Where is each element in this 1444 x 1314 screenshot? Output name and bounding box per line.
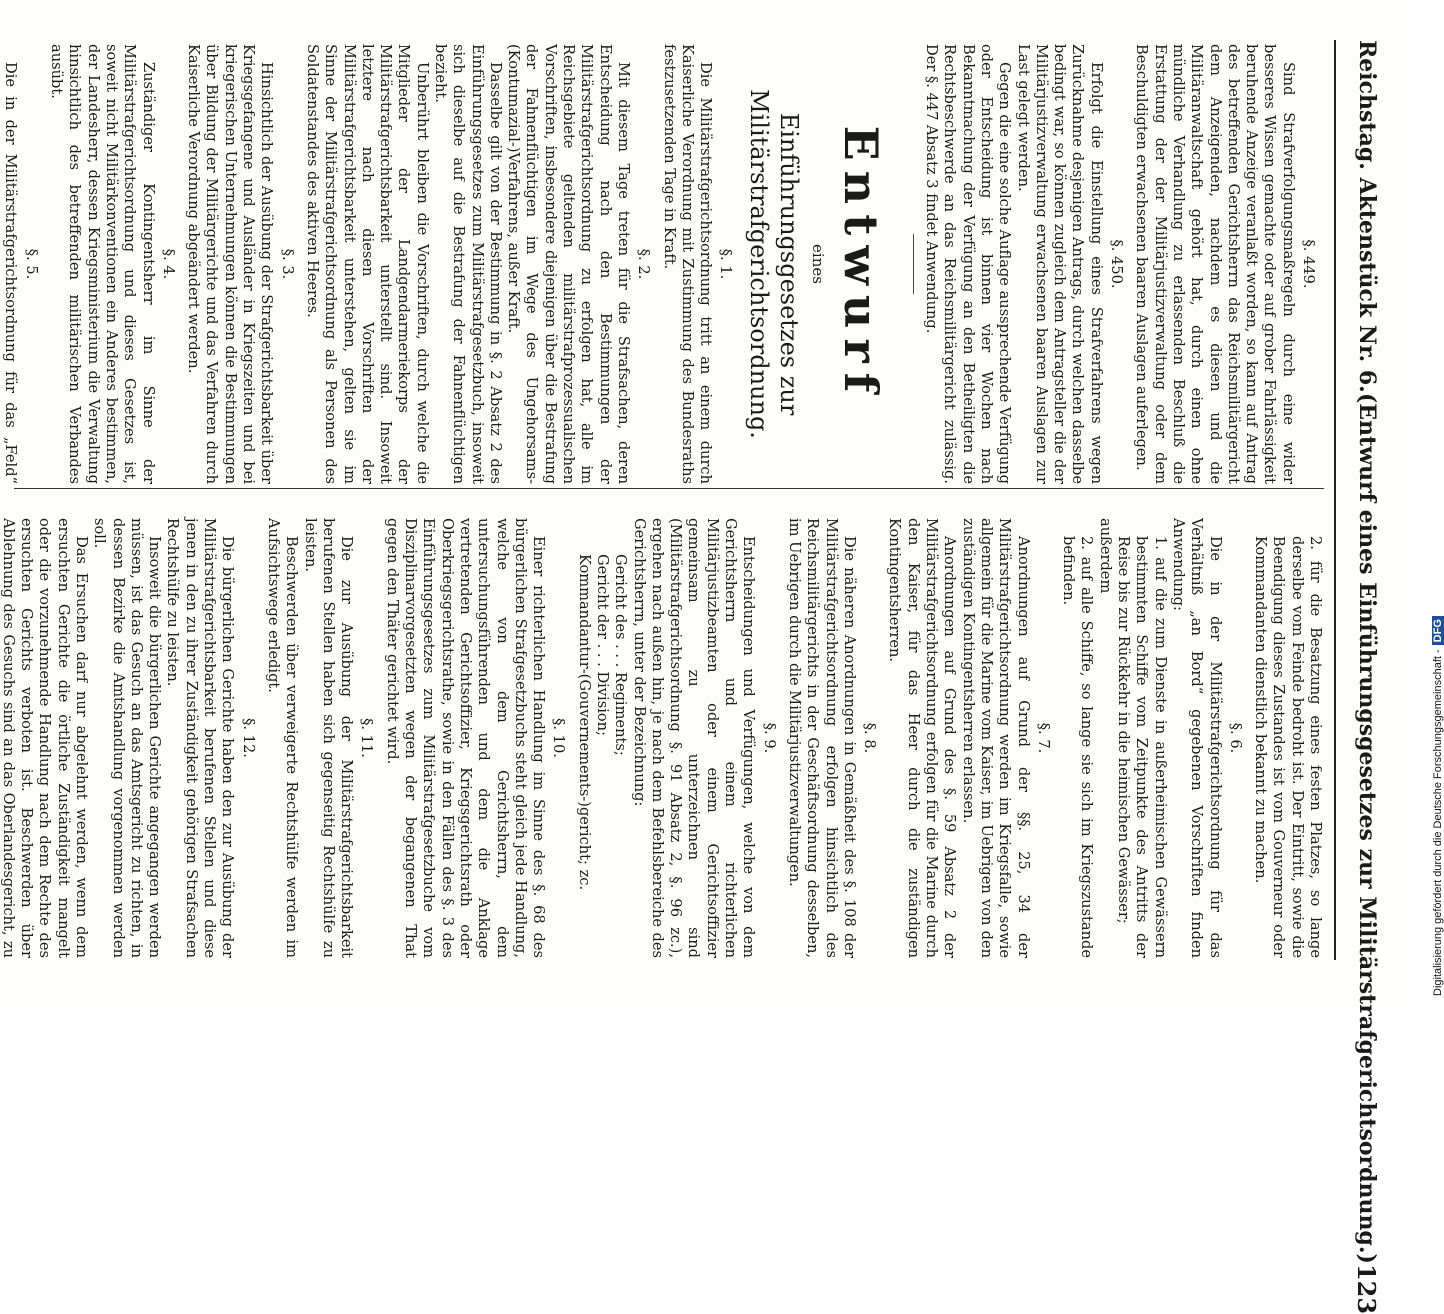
paragraph: Beschwerden über verweigerte Rechtshülfe werden im Aufsichtswege erledigt.: [264, 518, 301, 958]
paragraph: Die in der Militärstrafgerichtsordnung für das „Feld“: [2, 62, 20, 484]
section-heading: §. 5.: [22, 248, 40, 280]
section-heading: §. 2.: [635, 248, 653, 280]
section-heading: §. 9.: [760, 722, 778, 754]
section-heading: §. 3.: [278, 248, 296, 280]
paragraph: Dasselbe gilt von der Bestimmung in §. 2 Absatz 2 des Einführungsgesetzes zum Militärstrafgesetzbuch, insoweit sich dieselbe auf die Bestrafung der Fahnenflüchtigen bezieht.: [432, 44, 504, 484]
list-item: 2. für die Besatzung eines festen Platzes, so lange derselbe vom Feinde bedroht ist. Der Eintritt, sowie die Beendigung dieses Zustandes ist vom Gouverneur oder Kommandanten dienstlich bekannt zu machen.: [1252, 536, 1324, 958]
list-item: Gericht des . . . Regiments;: [612, 554, 630, 756]
paragraph: Die zur Ausübung der Militärstrafgerichtsbarkeit berufenen Stellen haben sich gegenseitig Rechtshülfe zu leisten.: [301, 518, 356, 958]
paragraph: Die näheren Anordnungen in Gemäßheit des §. 108 der Militärstrafgerichtsordnung erfolgen hinsichtlich des Reichsmilitärgerichts in der Geschäftsordnung desselben, im Uebrigen durch die Militärjustizverwaltungen.: [785, 518, 858, 958]
section-heading: §. 450.: [1108, 239, 1126, 289]
paragraph: Insoweit die bürgerlichen Gerichte angegangen werden müssen, ist das Gesuch an das Amtsgericht zu richten, in dessen Bezirke die Amtshandlung vorgenommen werden soll.: [91, 518, 164, 958]
section-heading: §. 1.: [717, 248, 735, 280]
list-item: 2. auf alle Schiffe, so lange sie sich im Kriegszustande befinden.: [1060, 536, 1096, 958]
paragraph: Hinsichtlich der Ausübung der Strafgerichtsbarkeit über Kriegsgefangene und Ausländer in Kriegszeiten und bei kriegerischen Unternehmungen können die Bestimmungen über Bildung der Militärgerichte und das Verfahren durch Kaiserliche Verordnung abgeändert werden.: [185, 44, 276, 484]
title-connector: eines: [808, 244, 827, 284]
side-margin: [1410, 0, 1434, 1000]
header-title: (Entwurf eines Einführungsgesetzes zur Militärstrafgerichtsordnung.): [1354, 392, 1380, 1264]
header-left: Reichstag. Aktenstück Nr. 6.: [1354, 40, 1380, 393]
paragraph: Die in der Militärstrafgerichtsordnung für das Verhältniß „an Bord“ gegebenen Vorschriften finden Anwendung:: [1169, 518, 1224, 958]
paragraph: Anordnungen auf Grund des §. 59 Absatz 2 der Militärstrafgerichtsordnung erfolgen für die Marine durch den Kaiser, für das Heer durch die zuständigen Kontingentsherren.: [886, 518, 959, 958]
page-number: 123: [1352, 1263, 1382, 1314]
section-heading: §. 449.: [1300, 239, 1317, 289]
paragraph: Gegen die eine solche Auflage aussprechende Verfügung oder Entscheidung ist binnen vier Wochen nach Bekanntmachung der Verfügung an den Betheiligten die Rechtsbeschwerde an das Reichsmilitärgericht zulässig. Der §. 447 Absatz 3 findet Anwendung.: [923, 44, 1014, 484]
column-rule: [14, 488, 1324, 489]
list-item: Gericht der . . . Division;: [594, 554, 612, 736]
paragraph: Die bürgerlichen Gerichte haben den zur Ausübung der Militärstrafgerichtsbarkeit berufenen Stellen und diese jenen in den zu ihrer Zuständigkeit gehörigen Strafsachen Rechtshülfe zu leisten.: [164, 518, 237, 958]
paragraph: Entscheidungen und Verfügungen, welche von dem Gerichtsherrn und einem richterlichen Militärjustizbeamten oder einem Gerichtsoffizier gemeinsam zu unterzeichnen sind (Militärstrafgerichtsordnung §. 91 Absatz 2, §. 96 zc.), ergehen nach außen hin, je nach dem Befehlsbereiche des Gerichtsherrn, unter der Bezeichnung:: [630, 518, 758, 958]
section-heading: §. 12.: [239, 718, 257, 758]
paragraph: Sind Strafverfolgungsmaßregeln durch eine wider besseres Wissen gemachte oder auf grober Fahrlässigkeit beruhende Anzeige veranlaßt worden, so kann auf Antrag des betreffenden Gerichtsherrn das Reichsmilitärgericht dem Anzeigenden, nachdem es diesen und die Militäranwaltschaft gehört hat, durch einen ohne mündliche Verhandlung zu erlassenden Beschluß die Erstattung der der Militärjustizverwaltung oder dem Beschuldigten erwachsenen baaren Auslagen auferlegen.: [1133, 44, 1297, 484]
paragraph: Zuständiger Kontingentsherr im Sinne der Militärstrafgerichtsordnung und dieses Gesetzes ist, soweit nicht Militärkonventionen ein Anderes bestimmen, der Landesherr, dessen Kriegsministerium die Verwaltung hinsichtlich des betreffenden militärischen Verbandes ausübt.: [48, 44, 157, 484]
document-title: Entwurf: [833, 125, 888, 403]
paragraph: Anordnungen auf Grund der §§. 25, 34 der Militärstrafgerichtsordnung werden im Kriegsfalle, sowie allgemein für die Marine vom Kaiser, im Uebrigen von den zuständigen Kontingentsherren erlassen.: [959, 518, 1032, 958]
dfg-credit: [1432, 616, 1444, 996]
paragraph: Einer richterlichen Handlung im Sinne des §. 68 des bürgerlichen Strafgesetzbuchs steht gleich jede Handlung, welche von dem Gerichtsherrn, dem untersuchungsführenden und dem die Anklage vertretenden Gerichtsoffizier, Kriegsgerichtsrath oder Oberkriegsgerichtsrathe, sowie in den Fällen des §. 3 des Einführungsgesetzes zum Militärstrafgesetzbuche vom Disziplinarvorgesetzten wegen der begangenen That gegen den Thäter gerichtet wird.: [383, 518, 548, 958]
list-item: 1. auf die zum Dienste in außerheimischen Gewässern bestimmten Schiffe vom Zeitpunkte des Antritts der Reise bis zur Rückkehr in die heimischen Gewässer;: [1115, 536, 1169, 958]
left-column: [0, 44, 1324, 484]
paragraph: Erfolgt die Einstellung eines Strafverfahrens wegen Zurücknahme desjenigen Antrags, durch welchen dasselbe bedingt war, so können zugleich dem Antragsteller die der Militärjustizverwaltung erwachsenen baaren Auslagen zur Last gelegt werden.: [1014, 44, 1105, 484]
list-item: Kommandantur-(Gouvernements-)gericht; zc.: [575, 554, 593, 891]
paragraph: Das Ersuchen darf nur abgelehnt werden, wenn dem ersuchten Gerichte die örtliche Zuständigkeit mangelt oder die vorzunehmende Handlung nach dem Rechte des ersuchten Gerichts verboten ist. Beschwerden über Ablehnung des Gesuchs sind an das Oberlandesgericht, zu: [0, 518, 90, 958]
document-subtitle: Einführungsgesetzes zur Militärstrafgerichtsordnung.: [745, 89, 804, 439]
section-heading: §. 10.: [550, 718, 568, 758]
divider: [913, 234, 914, 294]
paragraph: Mit diesem Tage treten für die Strafsachen, deren Entscheidung nach den Bestimmungen der Militärstrafgerichtsordnung zu erfolgen hat, alle im Reichsgebiete geltenden militärstrafprozessualischen Vorschriften, insbesondere diejenigen über die Bestrafung der Fahnenflüchtigen im Wege des Ungehorsams-(Kontumazial-)Verfahrens, außer Kraft.: [505, 44, 632, 484]
dfg-credit-text: Digitalisierung gefördert durch die Deutsche Forschungsgemeinschaft -: [1432, 649, 1444, 996]
paragraph: Unberührt bleiben die Vorschriften, durch welche die Mitglieder der Landgendarmeriekorps der Militärstrafgerichtsbarkeit unterstellt sind. Insoweit letztere nach diesen Vorschriften der Militärstrafgerichtsbarkeit unterstehen, gelten sie im Sinne der Militärstrafgerichtsordnung als Personen des Soldatenstandes des aktiven Heeres.: [303, 44, 431, 484]
running-header: [1334, 40, 1398, 1314]
paragraph: Die Militärstrafgerichtsordnung tritt an einem durch Kaiserliche Verordnung mit Zustimmung des Bundesraths festzusetzenden Tage in Kraft.: [660, 44, 715, 484]
paragraph: außerdem: [1096, 518, 1114, 594]
dfg-logo: DFG: [1432, 616, 1444, 645]
section-heading: §. 4.: [159, 248, 177, 280]
right-column: [0, 518, 1324, 958]
section-heading: §. 6.: [1226, 722, 1244, 754]
section-heading: §. 7.: [1034, 722, 1052, 754]
section-heading: §. 8.: [861, 722, 879, 754]
section-heading: §. 11.: [358, 718, 376, 758]
